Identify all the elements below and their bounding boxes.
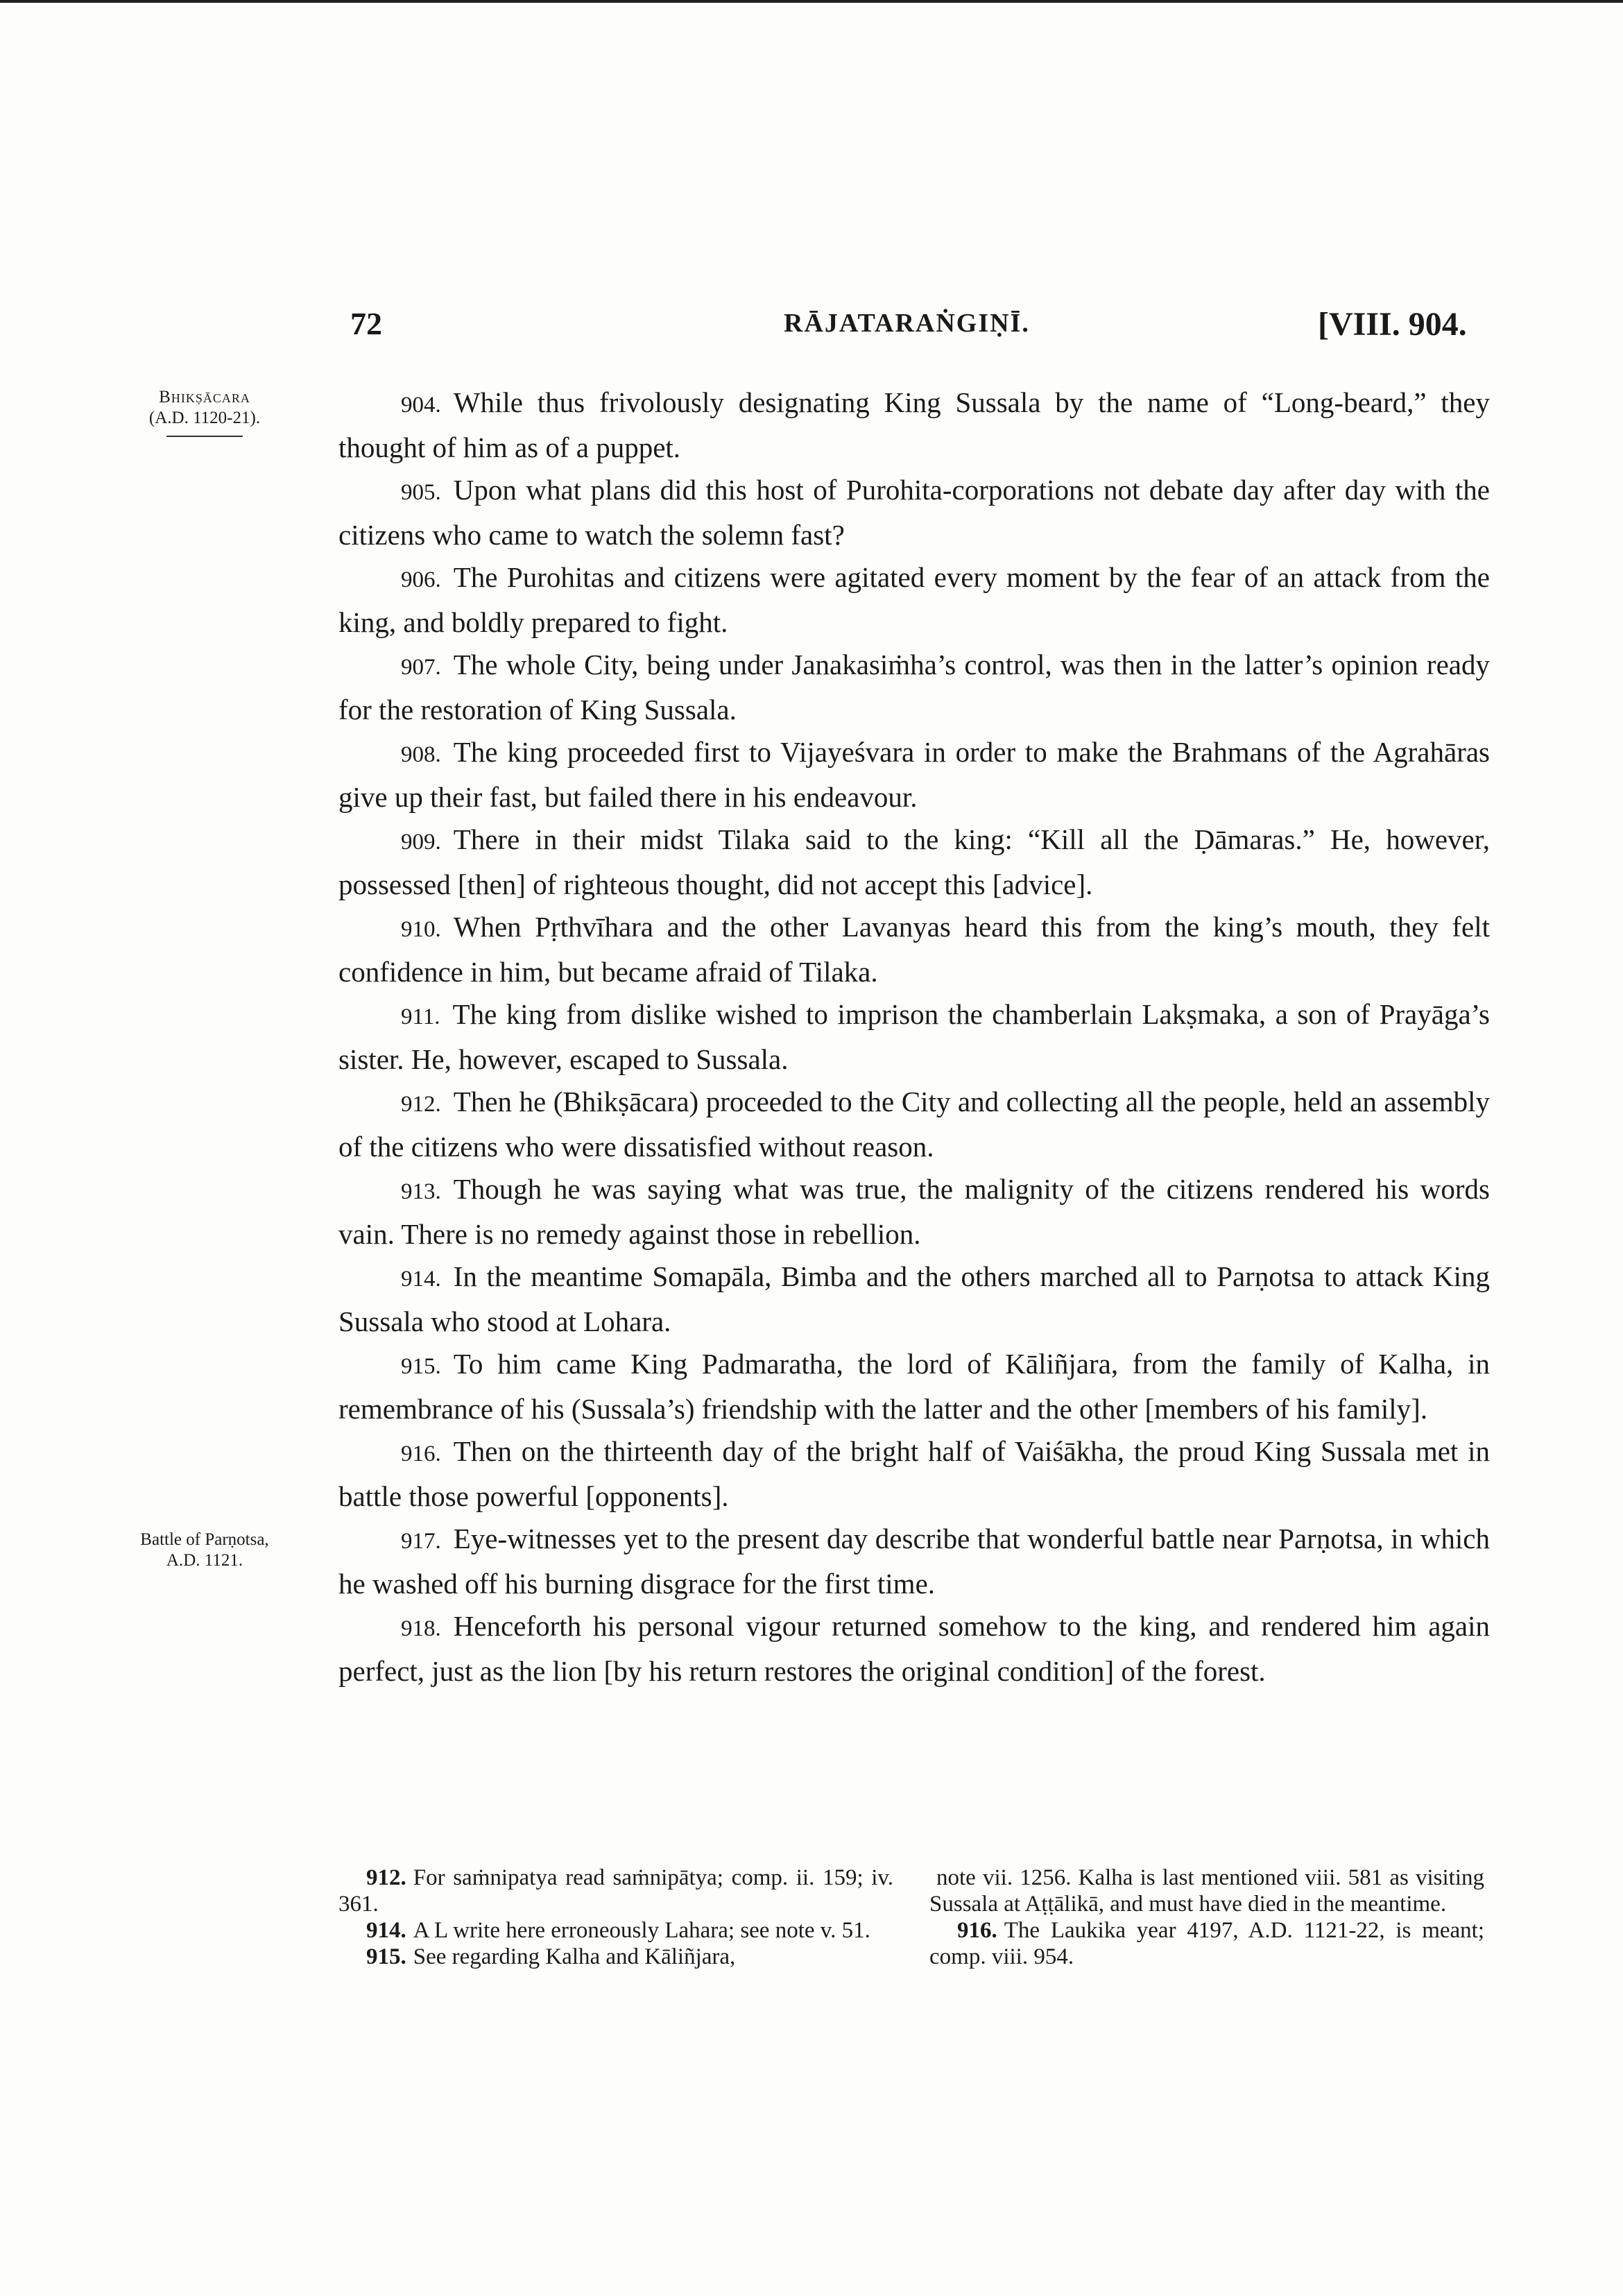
verse-text: The king from dislike wished to imprison the chamberlain Lakṣmaka, a son of Prayāga’s sister. He, however, escaped to Sussala.	[338, 998, 1490, 1075]
verse	[338, 556, 1490, 644]
footnote-text: For saṁnipatya read saṁnipātya; comp. ii. 159; iv. 361.	[338, 1865, 893, 1917]
sidenote-battle	[87, 1530, 323, 1571]
verse-text: The king proceeded first to Vijayeśvara in order to make the Brahmans of the Agrahāras give up their fast, but failed there in his endeavour.	[338, 736, 1490, 813]
top-border-line	[0, 0, 1623, 3]
footnotes-left-column	[338, 1865, 893, 1970]
footnote	[929, 1917, 1484, 1970]
verse	[338, 1343, 1490, 1430]
sidenote-bhiksacara	[87, 387, 323, 437]
verse	[338, 1518, 1490, 1605]
verse-number: 904.	[401, 393, 441, 418]
verse-number: 910.	[401, 917, 441, 942]
verse-text: In the meantime Somapāla, Bimba and the others marched all to Parṇotsa to attack King Sussala who stood at Lohara.	[338, 1260, 1490, 1337]
footnote-text: The Laukika year 4197, A.D. 1121-22, is meant; comp. viii. 954.	[929, 1918, 1484, 1969]
footnote	[338, 1865, 893, 1917]
verse-number: 912.	[401, 1092, 441, 1117]
verse-text: Then he (Bhikṣācara) proceeded to the City and collecting all the people, held an assembly of the citizens who were dissatisfied without reason.	[338, 1086, 1490, 1163]
verse-number: 906.	[401, 567, 441, 592]
verse	[338, 1081, 1490, 1168]
sidenote-battle-title: Battle of Parṇotsa,	[140, 1530, 269, 1549]
verse-text: There in their midst Tilaka said to the king: “Kill all the Ḍāmaras.” He, however, possessed [then] of righteous thought, did not accept this [advice].	[338, 823, 1490, 900]
verse-text: Then on the thirteenth day of the bright half of Vaiśākha, the proud King Sussala met in battle those powerful [opponents].	[338, 1435, 1490, 1512]
verse	[338, 1256, 1490, 1343]
verse-text: The whole City, being under Janakasiṁha’s control, was then in the latter’s opinion ready for the restoration of King Sussala.	[338, 649, 1490, 726]
verse-text: While thus frivolously designating King Sussala by the name of “Long-beard,” they thought of him as of a puppet.	[338, 386, 1490, 463]
footnote	[338, 1944, 893, 1970]
footnote-number: 914.	[366, 1918, 406, 1943]
verse-number: 916.	[401, 1441, 441, 1466]
footnote-continuation	[929, 1865, 1484, 1917]
footnote-text: A L write here erroneously Lahara; see note v. 51.	[413, 1918, 870, 1943]
sidenote-bhiksacara-title: Bhikṣācara	[159, 388, 250, 406]
verse-number: 917.	[401, 1529, 441, 1554]
verse-text: When Pṛthvīhara and the other Lavanyas heard this from the king’s mouth, they felt confidence in him, but became afraid of Tilaka.	[338, 911, 1490, 988]
verse-number: 911.	[401, 1004, 440, 1029]
verse	[338, 819, 1490, 906]
verse-number: 909.	[401, 830, 441, 855]
verse	[338, 469, 1490, 556]
page-header	[0, 305, 1623, 354]
section-reference: [VIII. 904.	[1318, 306, 1467, 343]
verse-number: 913.	[401, 1179, 441, 1204]
verse-number: 907.	[401, 655, 441, 680]
verse	[338, 1605, 1490, 1693]
footnote-text: note vii. 1256. Kalha is last mentioned viii. 581 as visiting Sussala at Aṭṭālikā, and must have died in the meantime.	[929, 1865, 1484, 1917]
verse	[338, 644, 1490, 731]
verse-number: 914.	[401, 1267, 441, 1292]
verse	[338, 993, 1490, 1081]
verse-text: The Purohitas and citizens were agitated every moment by the fear of an attack from the king, and boldly prepared to fight.	[338, 561, 1490, 638]
verse-text: Though he was saying what was true, the malignity of the citizens rendered his words vain. There is no remedy against those in rebellion.	[338, 1173, 1490, 1250]
page-number: 72	[350, 306, 382, 341]
footnotes-right-column	[929, 1865, 1484, 1970]
footnote-number: 915.	[366, 1944, 406, 1969]
verse	[338, 1430, 1490, 1518]
verse	[338, 731, 1490, 819]
verse-number: 908.	[401, 742, 441, 767]
sidenote-battle-date: A.D. 1121.	[166, 1551, 243, 1570]
footnote	[338, 1917, 893, 1944]
footnote-number: 916.	[957, 1918, 997, 1943]
footnote-text: See regarding Kalha and Kāliñjara,	[413, 1944, 736, 1969]
verse-number: 918.	[401, 1616, 441, 1641]
verse-text: Upon what plans did this host of Purohita-corporations not debate day after day with the citizens who came to watch the solemn fast?	[338, 474, 1490, 551]
footnote-number: 912.	[366, 1865, 406, 1890]
verse-body	[338, 382, 1490, 1693]
verse-text: Henceforth his personal vigour returned somehow to the king, and rendered him again perfect, just as the lion [by his return restores the original condition] of the forest.	[338, 1610, 1490, 1687]
sidenote-rule	[166, 436, 243, 437]
verse-number: 905.	[401, 480, 441, 505]
verse-text: Eye-witnesses yet to the present day describe that wonderful battle near Parṇotsa, in which he washed off his burning disgrace for the first time.	[338, 1523, 1490, 1600]
verse-number: 915.	[401, 1354, 441, 1379]
verse	[338, 906, 1490, 993]
running-title: RĀJATARAṄGIṆĪ.	[784, 309, 1030, 338]
sidenote-bhiksacara-date: (A.D. 1120-21).	[148, 409, 261, 427]
verse-text: To him came King Padmaratha, the lord of Kāliñjara, from the family of Kalha, in remembrance of his (Sussala’s) friendship with the latter and the other [members of his family].	[338, 1348, 1490, 1425]
verse	[338, 382, 1490, 469]
verse	[338, 1168, 1490, 1256]
